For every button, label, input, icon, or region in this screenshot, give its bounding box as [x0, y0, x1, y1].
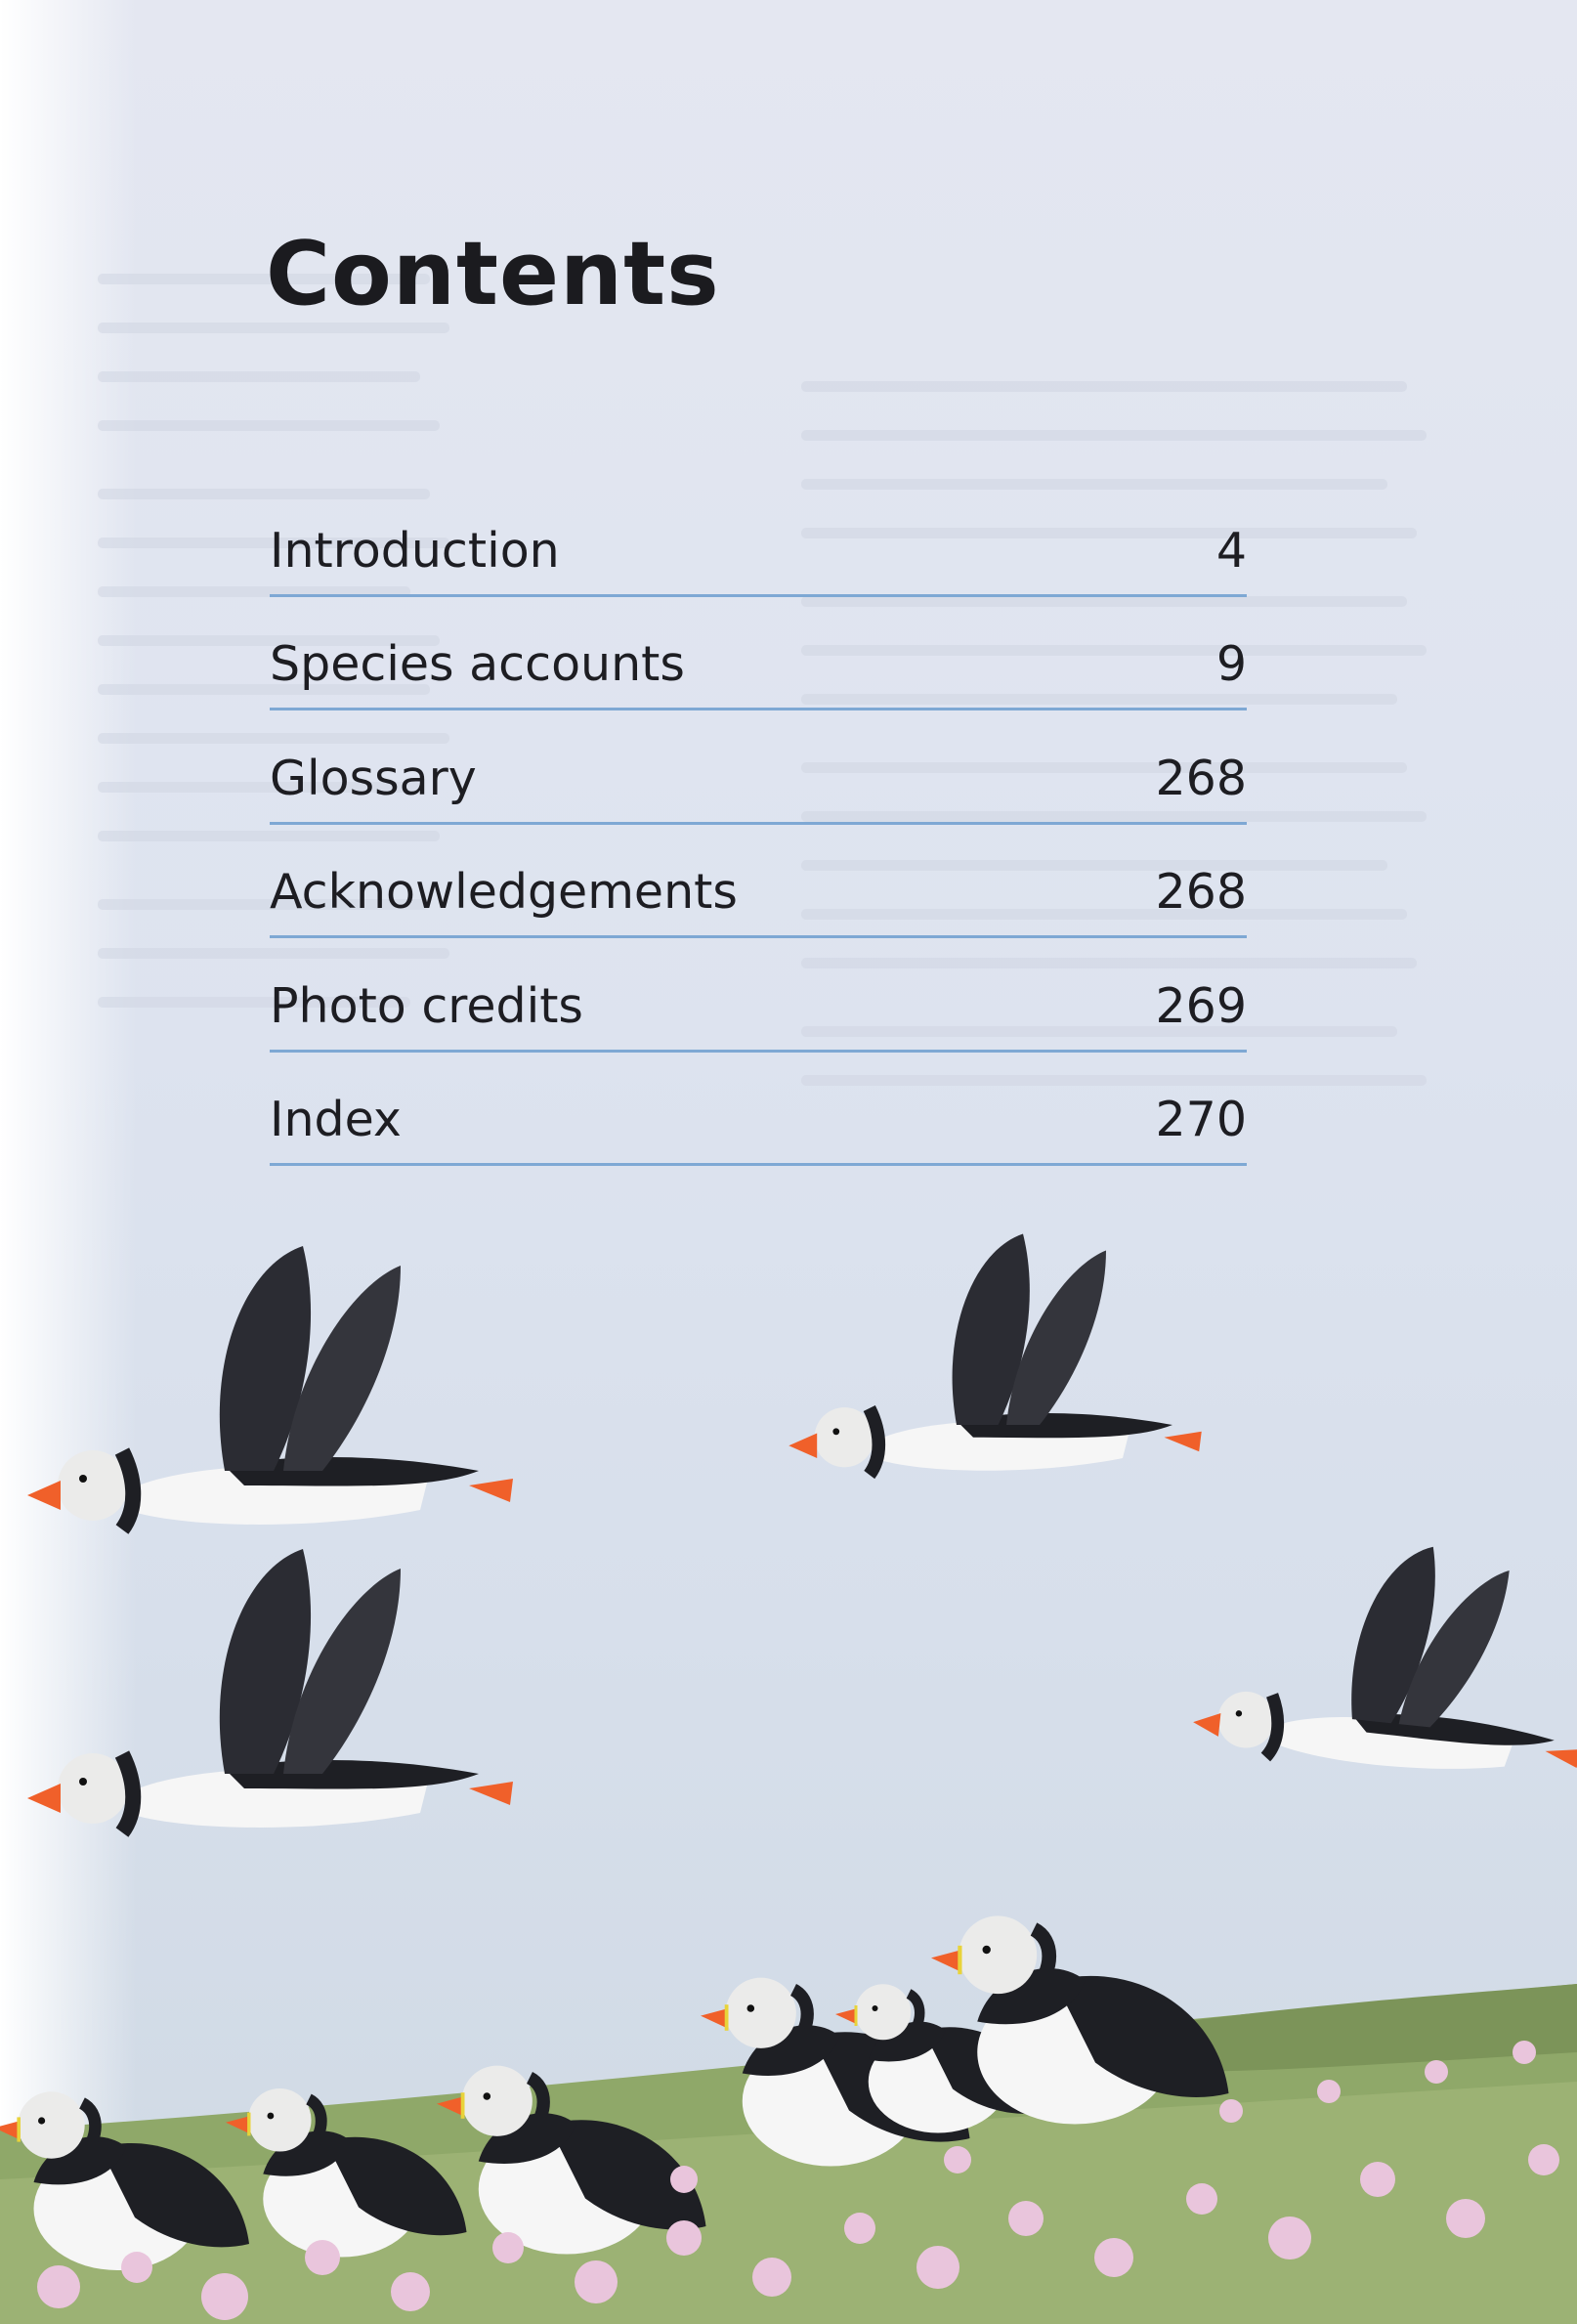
toc-entry[interactable] — [270, 825, 1247, 939]
toc-entry-page: 270 — [1155, 1092, 1247, 1147]
toc-entry-label: Species accounts — [270, 636, 685, 692]
toc-entry[interactable] — [270, 483, 1247, 597]
toc-entry-label: Glossary — [270, 750, 477, 806]
toc-entry-label: Introduction — [270, 522, 560, 579]
toc-entry-page: 4 — [1215, 522, 1247, 579]
toc-entry-page: 9 — [1215, 636, 1247, 692]
toc-entry-page: 269 — [1155, 977, 1247, 1034]
puffin-photo — [0, 1143, 1577, 2324]
toc-entry-label: Index — [270, 1092, 402, 1147]
toc-entry-page: 268 — [1155, 864, 1247, 920]
toc-entry[interactable] — [270, 710, 1247, 825]
table-of-contents — [270, 483, 1247, 1166]
toc-entry[interactable] — [270, 938, 1247, 1053]
toc-entry-label: Acknowledgements — [270, 864, 738, 920]
toc-entry[interactable] — [270, 597, 1247, 711]
toc-entry-label: Photo credits — [270, 977, 583, 1034]
toc-entry-page: 268 — [1155, 750, 1247, 806]
page-title: Contents — [266, 223, 720, 325]
